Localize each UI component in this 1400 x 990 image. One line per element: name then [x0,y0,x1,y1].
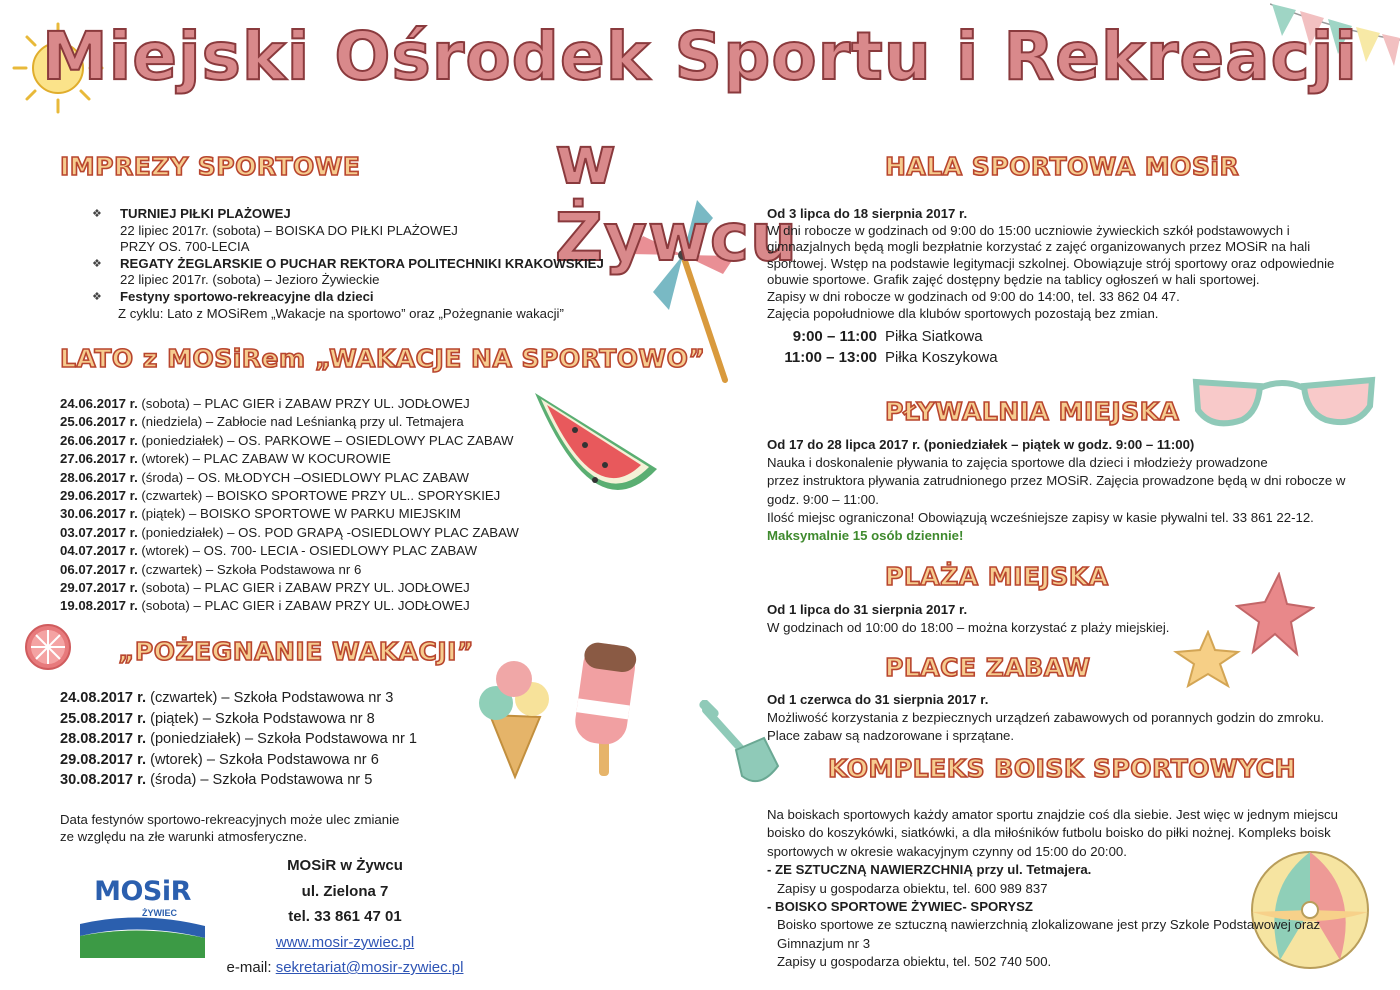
contact-street: ul. Zielona 7 [301,882,389,900]
lato-row: 28.06.2017 r. (środa) – OS. MŁODYCH –OSIEDLOWY PLAC ZABAW [60,469,469,485]
lato-row: 27.06.2017 r. (wtorek) – PLAC ZABAW W KOCUROWIE [60,451,391,467]
kompleks-heading: KOMPLEKS BOISK SPORTOWYCH [828,754,1297,783]
imprezy-list [90,206,650,322]
logo-waves [80,914,205,958]
grapefruit-illustration [24,623,72,671]
plaza-text: Od 1 lipca do 31 sierpnia 2017 r. W godzinach od 10:00 do 18:00 – można korzystać z plaży miejskiej. [767,602,1170,636]
place-heading: PLACE ZABAW [885,653,1091,682]
lato-row: 26.06.2017 r. (poniedziałek) – OS. PARKOWE – OSIEDLOWY PLAC ZABAW [60,432,514,448]
mosir-logo [80,868,205,958]
place-date: Od 1 czerwca do 31 sierpnia 2017 r. [767,692,989,707]
kompleks-item-title: - BOISKO SPORTOWE ŻYWIEC- SPORYSZ [767,899,1033,915]
place-text: Od 1 czerwca do 31 sierpnia 2017 r. Możliwość korzystania z bezpiecznych urządzeń zabawowych od porannych godzin do zmroku. Place zabaw są nadzorowane i sprzątane. [767,692,1325,744]
hala-schedule [772,326,998,368]
contact-phone: tel. 33 861 47 01 [288,908,402,925]
hala-date: Od 3 lipca do 18 sierpnia 2017 r. [767,206,968,221]
plywalnia-text: Od 17 do 28 lipca 2017 r. (poniedziałek – piątek w godz. 9:00 – 11:00) Nauka i doskonalenie pływania to zajęcia sportowe dla dzieci i młodzieży prowadzone przez instruktora pływania zatrudnionego przez MOSiR. Zajęcia prowadzone będą w dni robocze w godz. 9:00 – 11:00. Ilość miejsc ograniczona! Obowiązują wcześniejsze zapisy w kasie pływalni tel. 33 861 22-12. Maksymalnie 15 osób dziennie! [767,436,1367,545]
page-title: Miejski Ośrodek Sportu i Rekreacji [41,18,1359,95]
imprezy-item [90,289,650,306]
pozegnanie-row: 29.08.2017 r. (wtorek) – Szkoła Podstawowa nr 6 [60,751,379,768]
lato-row: 29.06.2017 r. (czwartek) – BOISKO SPORTOWE PRZY UL.. SPORYSKIEJ [60,487,501,503]
schedule-row: 9:00 – 11:00 Piłka Siatkowa [792,328,983,345]
kompleks-text: Na boiskach sportowych każdy amator sportu znajdzie coś dla siebie. Jest więc w jednym miejscu boisko do koszykówki, siatkówki, a dla miłośników futbolu boisko do piłki nożnej. Kompleks boisk sportowych w okresie wakacyjnym czynny od 15:00 do 20:00. - ZE SZTUCZNĄ NAWIERZCHNIĄ przy ul. Tetmajera. Zapisy u gospodarza obiektu, tel. 600 989 837 - BOISKO SPORTOWE ŻYWIEC- SPORYSZ Boisko sportowe ze sztuczną nawierzchnią zlokalizowane jest przy Szkole Podstawowej oraz Gimnazjum nr 3 Zapisy u gospodarza obiektu, tel. 502 740 500. [767,807,1338,970]
pozegnanie-row: 25.08.2017 r. (piątek) – Szkoła Podstawowa nr 8 [60,710,375,727]
ice-cream-illustration [470,655,560,780]
lato-heading: LATO z MOSiRem „WAKACJE NA SPORTOWO” [60,344,706,373]
pozegnanie-heading: „POŻEGNANIE WAKACJI” [118,637,474,666]
weather-note: Data festynów sportowo-rekreacyjnych może ulec zmianie ze względu na złe warunki atmosferyczne. [60,812,400,844]
lato-row: 29.07.2017 r. (sobota) – PLAC GIER i ZABAW PRZY UL. JODŁOWEJ [60,579,470,595]
lato-row: 19.08.2017 r. (sobota) – PLAC GIER i ZABAW PRZY UL. JODŁOWEJ [60,598,470,614]
plywalnia-date: Od 17 do 28 lipca 2017 r. (poniedziałek – piątek w godz. 9:00 – 11:00) [767,437,1195,452]
plaza-date: Od 1 lipca do 31 sierpnia 2017 r. [767,602,968,617]
kompleks-item-title: - ZE SZTUCZNĄ NAWIERZCHNIĄ przy ul. Tetmajera. [767,862,1092,878]
imprezy-item-line: 22 lipiec 2017r. (sobota) – Jezioro Żywieckie [120,272,380,288]
lato-list [60,396,540,617]
starfish-illustration [1235,572,1315,657]
hala-heading: HALA SPORTOWA MOSiR [885,152,1240,181]
imprezy-item-line: PRZY OS. 700-LECIA [120,239,250,255]
imprezy-heading: IMPREZY SPORTOWE [60,152,361,181]
lato-row: 03.07.2017 r. (poniedziałek) – OS. POD GRAPĄ -OSIEDLOWY PLAC ZABAW [60,524,519,540]
page-title-line2: w Żywcu [555,122,798,276]
imprezy-item-title: REGATY ŻEGLARSKIE O PUCHAR REKTORA POLITECHNIKI KRAKOWSKIEJ [120,255,604,271]
hala-text: Od 3 lipca do 18 sierpnia 2017 r. W dni robocze w godzinach od 9:00 do 15:00 uczniowie żywieckich szkół podstawowych i gimnazjalnych będą mogli bezpłatnie korzystać z zajęć organizowanych przez MOSiR na hali sportowej. Wstęp na podstawie legitymacji szkolnej. Obowiązuje strój sportowy oraz odpowiednie obuwie sportowe. Grafik zajęć dostępny będzie na tablicy ogłoszeń w hali sportowej. Zapisy w dni robocze w godzinach od 9:00 do 14:00, tel. 33 862 04 47. Zajęcia popołudniowe dla klubów sportowych pozostają bez zmian. [767,206,1335,321]
logo-subtext: ŻYWIEC [142,908,177,918]
imprezy-item-line: Z cyklu: Lato z MOSiRem „Wakacje na sportowo” oraz „Pożegnanie wakacji” [118,305,564,321]
plywalnia-max: Maksymalnie 15 osób dziennie! [767,528,964,544]
imprezy-item [90,206,650,256]
logo-text: MOSiR [94,876,191,907]
contact-block [210,853,480,981]
popsicle-illustration [565,640,645,780]
schedule-row: 11:00 – 13:00 Piłka Koszykowa [784,349,998,366]
imprezy-item-line: 22 lipiec 2017r. (sobota) – BOISKA DO PIŁKI PLAŻOWEJ [120,222,458,238]
email-link[interactable]: sekretariat@mosir-zywiec.pl [275,959,464,976]
small-starfish-illustration [1170,630,1245,690]
plaza-heading: PLAŻA MIEJSKA [885,562,1109,591]
plywalnia-heading: PŁYWALNIA MIEJSKA [885,397,1180,426]
website-link[interactable]: www.mosir-zywiec.pl [275,933,415,951]
sunglasses-illustration [1192,372,1382,432]
pozegnanie-list [60,690,480,793]
email-label: e-mail: [226,959,276,976]
pozegnanie-row: 28.08.2017 r. (poniedziałek) – Szkoła Podstawowa nr 1 [60,731,417,748]
lato-row: 04.07.2017 r. (wtorek) – OS. 700- LECIA - OSIEDLOWY PLAC ZABAW [60,543,478,559]
pozegnanie-row: 30.08.2017 r. (środa) – Szkoła Podstawowa nr 5 [60,772,373,789]
lato-row: 25.06.2017 r. (niedziela) – Zabłocie nad Leśnianką przy ul. Tetmajera [60,414,464,430]
lato-row: 30.06.2017 r. (piątek) – BOISKO SPORTOWE W PARKU MIEJSKIM [60,506,461,522]
imprezy-item-title: Festyny sportowo-rekreacyjne dla dzieci [120,288,374,304]
lato-row: 06.07.2017 r. (czwartek) – Szkoła Podstawowa nr 6 [60,561,362,577]
pozegnanie-row: 24.08.2017 r. (czwartek) – Szkoła Podstawowa nr 3 [60,690,394,706]
lato-row: 24.06.2017 r. (sobota) – PLAC GIER i ZABAW PRZY UL. JODŁOWEJ [60,396,470,411]
contact-name: MOSiR w Żywcu [287,857,403,874]
imprezy-item-title: TURNIEJ PIŁKI PLAŻOWEJ [120,206,291,221]
imprezy-item [90,256,650,289]
